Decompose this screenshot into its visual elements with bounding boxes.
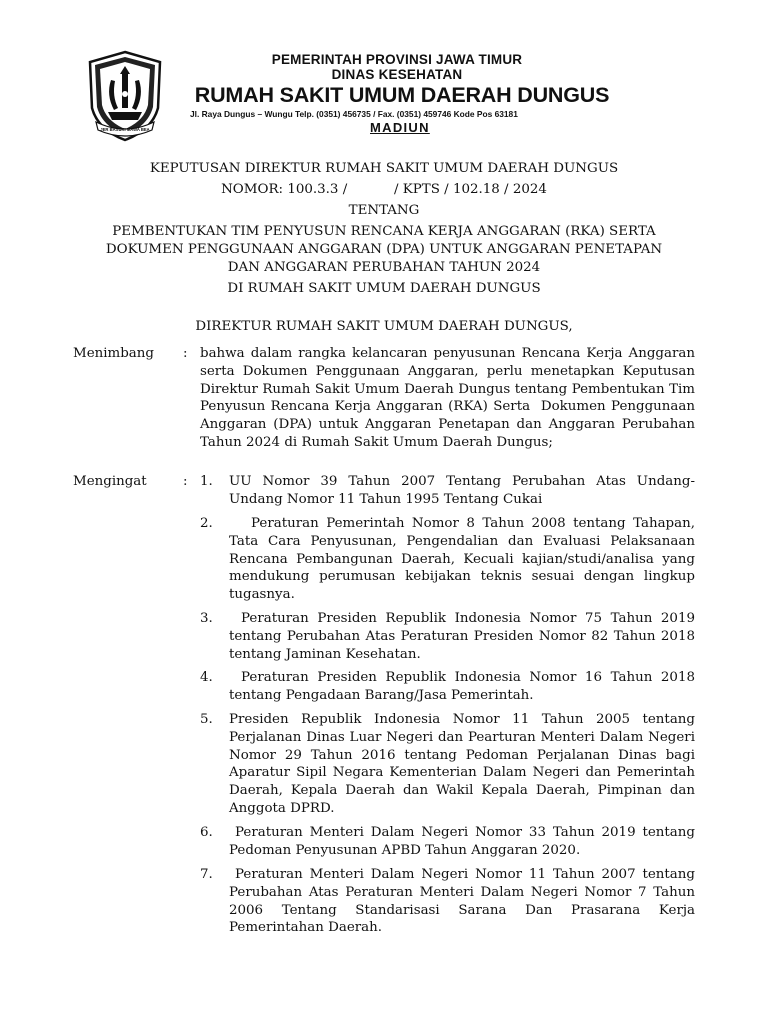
recalling-item-number: 7.	[200, 867, 213, 882]
recalling-item-text: Peraturan Menteri Dalam Negeri Nomor 11 Tahun 2007 tentang Perubahan Atas Peraturan Menteri Dalam Negeri Nomor 7 Tahun 2006 Tentang Standarisasi Sarana Dan Prasarana Kerja Pemerintahan Daerah.	[229, 867, 695, 936]
recalling-item-text: Peraturan Presiden Republik Indonesia Nomor 75 Tahun 2019 tentang Perubahan Atas Peraturan Presiden Nomor 82 Tahun 2018 tentang Jaminan Kesehatan.	[229, 611, 695, 662]
recalling-colon: :	[183, 474, 188, 489]
considering-label: Menimbang	[73, 346, 154, 361]
decree-subject-line: DI RUMAH SAKIT UMUM DAERAH DUNGUS	[227, 281, 541, 296]
letterhead-city: MADIUN	[370, 120, 430, 135]
recalling-item-text: Presiden Republik Indonesia Nomor 11 Tahun 2005 tentang Perjalanan Dinas Luar Negeri dan Pearturan Menteri Dalam Negeri Nomor 29 Tahun 2016 tentang Pedoman Perjalanan Dinas bagi Aparatur Sipil Negara Kementerian Dalam Negeri dan Pemerintah Daerah, Kepala Daerah dan Wakil Kepala Daerah, Pimpinan dan Anggota DPRD.	[229, 712, 695, 816]
recalling-item-text: Peraturan Pemerintah Nomor 8 Tahun 2008 tentang Tahapan, Tata Cara Penyusunan, Pengendalian dan Evaluasi Pelaksanaan Rencana Pembangunan Daerah, Kecuali kajian/studi/analisa yang mendukung perumusan kebijakan teknis sesuai dengan lingkup tugasnya.	[229, 516, 695, 603]
considering-text: bahwa dalam rangka kelancaran penyusunan Rencana Kerja Anggaran serta Dokumen Penggunaan Anggaran, perlu menetapkan Keputusan Direktur Rumah Sakit Umum Daerah Dungus tentang Pembentukan Tim Penyusun Rencana Kerja Anggaran (RKA) Serta Dokumen Penggunaan Anggaran (DPA) untuk Anggaran Penetapan dan Anggaran Perubahan Tahun 2024 di Rumah Sakit Umum Daerah Dungus;	[200, 346, 700, 450]
decree-subject-line: DOKUMEN PENGGUNAAN ANGGARAN (DPA) UNTUK ANGGARAN PENETAPAN	[105, 242, 663, 257]
decree-about-label: TENTANG	[348, 203, 420, 218]
recalling-item-number: 1.	[200, 474, 213, 489]
considering-colon: :	[183, 346, 188, 361]
svg-text:JER BASUKI MAWA BEA: JER BASUKI MAWA BEA	[100, 127, 150, 132]
recalling-item-number: 5.	[200, 712, 213, 727]
letterhead-address: Jl. Raya Dungus – Wungu Telp. (0351) 456735 / Fax. (0351) 459746 Kode Pos 63181	[190, 109, 518, 119]
recalling-item-text: Peraturan Presiden Republik Indonesia Nomor 16 Tahun 2018 tentang Pengadaan Barang/Jasa Pemerintah.	[229, 670, 695, 703]
decree-number: NOMOR: 100.3.3 / / KPTS / 102.18 / 2024	[221, 182, 547, 197]
recalling-item-number: 3.	[200, 611, 213, 626]
recalling-item-text: Peraturan Menteri Dalam Negeri Nomor 33 Tahun 2019 tentang Pedoman Penyusunan APBD Tahun Anggaran 2020.	[229, 825, 695, 858]
decree-title: KEPUTUSAN DIREKTUR RUMAH SAKIT UMUM DAERAH DUNGUS	[149, 161, 619, 176]
recalling-item-number: 6.	[200, 825, 213, 840]
letterhead-department: DINAS KESEHATAN	[331, 67, 463, 82]
recalling-item-text: UU Nomor 39 Tahun 2007 Tentang Perubahan Atas Undang-Undang Nomor 11 Tahun 1995 Tentang Cukai	[229, 474, 695, 507]
letterhead-hospital-name: RUMAH SAKIT UMUM DAERAH DUNGUS	[194, 83, 610, 107]
letterhead	[0, 0, 768, 150]
recalling-item-number: 4.	[200, 670, 213, 685]
decree-subject-line: DAN ANGGARAN PERUBAHAN TAHUN 2024	[227, 260, 541, 275]
decree-issuer: DIREKTUR RUMAH SAKIT UMUM DAERAH DUNGUS,	[195, 319, 573, 334]
letterhead-government: PEMERINTAH PROVINSI JAWA TIMUR	[271, 52, 523, 67]
decree-subject-line: PEMBENTUKAN TIM PENYUSUN RENCANA KERJA ANGGARAN (RKA) SERTA	[112, 224, 656, 239]
recalling-item-number: 2.	[200, 516, 213, 531]
recalling-label: Mengingat	[73, 474, 147, 489]
east-java-emblem-logo	[86, 50, 164, 142]
